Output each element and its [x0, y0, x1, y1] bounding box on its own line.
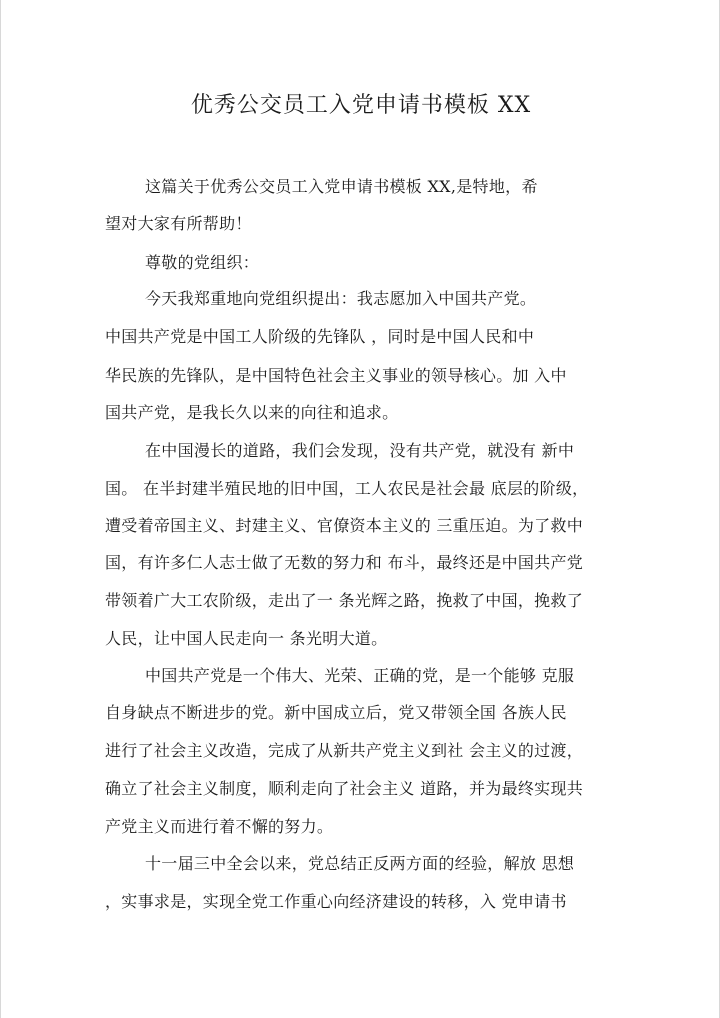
- paragraph-line: 带领着广大工农阶级，走出了一 条光辉之路，挽救了中国，挽救了: [105, 591, 584, 610]
- document-title: 优秀公交员工入党申请书模板 XX: [190, 93, 532, 118]
- paragraph-line: 遭受着帝国主义、封建主义、官僚资本主义的 三重压迫。为了救中: [105, 516, 584, 535]
- paragraph-line: 产党主义而进行着不懈的努力。: [105, 817, 334, 836]
- paragraph-line: 自身缺点不断进步的党。新中国成立后，党又带领全国 各族人民: [105, 703, 567, 722]
- paragraph-line: 中国共产党是一个伟大、光荣、正确的党，是一个能够 克服: [145, 666, 575, 685]
- paragraph-line: 确立了社会主义制度，顺利走向了社会主义 道路，并为最终实现共: [105, 779, 584, 798]
- paragraph-line: 华民族的先锋队，是中国特色社会主义事业的领导核心。加 入中: [105, 366, 567, 385]
- paragraph-line: 今天我郑重地向党组织提出：我志愿加入中国共产党。: [145, 289, 537, 308]
- paragraph-line: 尊敬的党组织：: [145, 253, 260, 272]
- paragraph-line: 这篇关于优秀公交员工入党申请书模板 XX,是特地，希: [145, 177, 538, 196]
- paragraph-line: 望对大家有所帮助！: [105, 214, 252, 233]
- paragraph-line: 国。 在半封建半殖民地的旧中国，工人农民是社会最 底层的阶级，: [105, 479, 589, 498]
- paragraph-line: 人民，让中国人民走向一 条光明大道。: [105, 629, 388, 648]
- paragraph-line: 国共产党，是我长久以来的向往和追求。: [105, 403, 399, 422]
- paragraph-line: 中国共产党是中国工人阶级的先锋队 ，同时是中国人民和中: [105, 327, 535, 346]
- paragraph-line: 国，有许多仁人志士做了无数的努力和 布斗，最终还是中国共产党: [105, 553, 584, 572]
- paragraph-line: 在中国漫长的道路，我们会发现，没有共产党，就没有 新中: [145, 441, 575, 460]
- paragraph-line: 十一届三中全会以来，党总结正反两方面的经验，解放 思想: [145, 854, 575, 873]
- paragraph-line: ，实事求是，实现全党工作重心向经济建设的转移，入 党申请书: [105, 892, 567, 911]
- paragraph-line: 进行了社会主义改造，完成了从新共产党主义到社 会主义的过渡，: [105, 741, 584, 760]
